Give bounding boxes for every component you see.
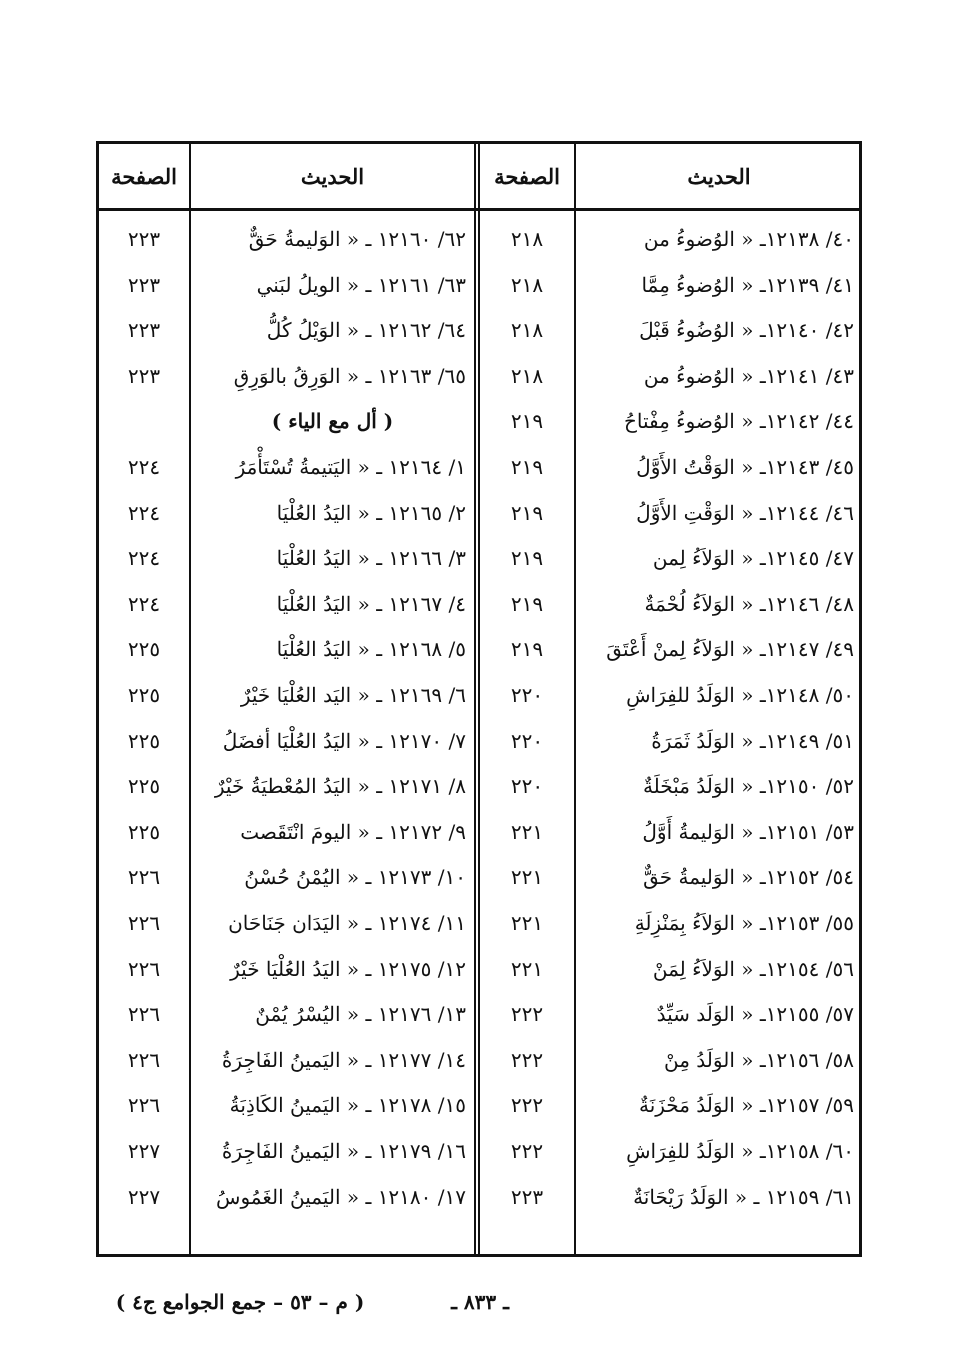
page-number-cell: ٢٢٠ (510, 683, 544, 707)
hadith-entry: ١/ ١٢١٦٤ ـ « اليَتيمةُ تُسْتَأْمَرُ (235, 455, 466, 479)
hadith-entry: ١١/ ١٢١٧٤ ـ « اليَدَان جَنَاحَان (228, 911, 466, 935)
page-number-cell: ٢٢٣ (510, 1184, 544, 1209)
page-number-cell: ٢٢٥ (127, 774, 161, 799)
hadith-entry: ٨/ ١٢١٧١ ـ « اليَدُ المُعْطيَةُ خَيْرٌ (214, 774, 466, 799)
hadith-entry: ١٤/ ١٢١٧٧ ـ « اليَمينُ الفَاجِرَةُ (221, 1047, 466, 1072)
table-row (99, 900, 859, 946)
hadith-entry: ٤٩/ ١٢١٤٧ـ « الوَلاَءُ لِمنْ أَعْتَقَ (606, 637, 854, 662)
table-row (99, 262, 859, 308)
page-number-cell: ٢٢٤ (127, 455, 161, 479)
table-row (99, 626, 859, 672)
hadith-entry: ٥٢/ ١٢١٥٠ـ « الوَلَدُ مَبْخَلَةٌ (642, 774, 854, 799)
header-hadith-right: الحديث (687, 163, 751, 189)
table-row (99, 946, 859, 992)
hadith-entry: ٤٥/ ١٢١٤٣ـ « الوَقْتُ الأَوَّلُ (636, 455, 854, 479)
hadith-entry: ٥١/ ١٢١٤٩ـ « الوَلَدُ ثَمَرَةُ (651, 728, 854, 753)
hadith-entry: ٧/ ١٢١٧٠ ـ « اليَدُ العُلْيَا أفضَلُ (222, 728, 466, 753)
table-row (99, 444, 859, 490)
hadith-entry: ٥٠/ ١٢١٤٨ـ « الوَلَدُ للفِرَاشِ (626, 683, 854, 707)
table-row (99, 991, 859, 1037)
page-number-cell: ٢٢٤ (127, 546, 161, 571)
page-number-cell: ٢٢١ (510, 911, 544, 935)
table-row (99, 581, 859, 627)
table-row (99, 1082, 859, 1128)
page-number-cell: ٢٢١ (510, 865, 544, 890)
hadith-entry: ٣/ ١٢١٦٦ ـ « اليَدُ العُلْيَا (276, 546, 466, 571)
table-row (99, 216, 859, 262)
page-number-cell: ٢١٩ (510, 546, 544, 571)
table-row (99, 672, 859, 718)
hadith-entry: ٤٧/ ١٢١٤٥ـ « الوَلاَءُ لِمن (652, 546, 854, 571)
page-number-cell: ٢١٩ (510, 591, 544, 616)
hadith-entry: ٥٨/ ١٢١٥٦ـ « الوَلَدُ مِنْ (664, 1047, 854, 1072)
page-number-cell: ٢٢٧ (127, 1139, 161, 1163)
hadith-entry: ٦٢/ ١٢١٦٠ ـ « الوَليمةُ حَقٌّ (248, 227, 466, 251)
hadith-entry: ٤٨/ ١٢١٤٦ـ « الوَلاَءُ لُحْمَةٌ (644, 591, 854, 616)
hadith-entry: ٥٩/ ١٢١٥٧ـ « الوَلَدُ مَحْزَنَةٌ (638, 1093, 854, 1118)
hadith-entry: ٥٧/ ١٢١٥٥ـ « الوَلَد سَيِّدٌ (656, 1002, 854, 1027)
hadith-entry: ٥/ ١٢١٦٨ ـ « اليَدُ العُلْيَا (276, 637, 466, 662)
hadith-entry: ٦٥/ ١٢١٦٣ ـ « الوَرِقُ بالوَرِقِ (233, 363, 466, 388)
page-number-cell: ٢١٨ (510, 272, 544, 297)
page-number-cell: ٢٢٢ (510, 1047, 544, 1072)
page-number-cell: ٢٢٥ (127, 683, 161, 707)
hadith-entry: ٤٠/ ١٢١٣٨ـ « الوُضوءُ من (643, 227, 854, 251)
table-row (99, 1174, 859, 1220)
hadith-entry: ٦٣/ ١٢١٦١ ـ « الويلُ لبَني (256, 272, 466, 297)
table-row (99, 809, 859, 855)
table-row (99, 1037, 859, 1083)
page-number-cell: ٢١٩ (510, 455, 544, 479)
table-row (99, 535, 859, 581)
table-row (99, 398, 859, 444)
hadith-entry: ٦٠/ ١٢١٥٨ـ « الوَلَدُ للفِرَاشِ (626, 1139, 854, 1163)
page-number-cell: ٢١٨ (510, 363, 544, 388)
page-number-cell: ٢٢٤ (127, 591, 161, 616)
hadith-entry: ٥٦/ ١٢١٥٤ـ « الوَلاَءُ لِمَنْ (652, 956, 854, 981)
page-number-cell: ٢٢٧ (127, 1184, 161, 1209)
table-row (99, 1128, 859, 1174)
hadith-entry: ٦١/ ١٢١٥٩ ـ « الوَلَدُ رَيْحَانَةٌ (633, 1184, 854, 1209)
hadith-entry: ٤٢/ ١٢١٤٠ـ « الوُضُوءُ قَبْلَ (639, 318, 854, 343)
hadith-entry: ٢/ ١٢١٦٥ ـ « اليَدُ العُلْيَا (276, 500, 466, 525)
page-number-cell: ٢٢١ (510, 956, 544, 981)
page-number-cell: ٢٢٣ (127, 363, 161, 388)
page-number-cell: ٢٢٤ (127, 500, 161, 525)
hadith-entry: ٤٣/ ١٢١٤١ـ « الوُضوءُ من (643, 363, 854, 388)
page-number-cell: ٢٢٣ (127, 318, 161, 343)
hadith-entry: ٤٤/ ١٢١٤٢ـ « الوُضوءُ مِفْتاحُ (623, 409, 854, 434)
hadith-entry: ٦/ ١٢١٦٩ ـ « اليَد العُلْيَا خَيْرٌ (240, 683, 466, 707)
hadith-entry: ٤٦/ ١٢١٤٤ـ « الوَقْتِ الأَوَّلُ (636, 500, 854, 525)
section-heading: ( أل مع الياء ) (271, 409, 394, 434)
page-number: ـ ٨٣٣ ـ (451, 1290, 509, 1314)
table-row (99, 490, 859, 536)
header-rule (99, 208, 859, 211)
page-number-cell: ٢٢٣ (127, 272, 161, 297)
page-number-cell: ٢١٩ (510, 637, 544, 662)
table-row (99, 718, 859, 764)
page-number-cell: ٢٢٢ (510, 1139, 544, 1163)
page-number-cell: ٢١٩ (510, 500, 544, 525)
hadith-entry: ١٧/ ١٢١٨٠ ـ « اليَمينُ الغَمُوسُ (216, 1184, 466, 1209)
page-number-cell: ٢٢٥ (127, 637, 161, 662)
page-number-cell: ٢٢٣ (127, 227, 161, 251)
page-number-cell: ٢٢٠ (510, 774, 544, 799)
page-number-cell: ٢١٨ (510, 227, 544, 251)
page-number-cell: ٢٢٥ (127, 728, 161, 753)
table-row (99, 307, 859, 353)
page-number-cell: ٢١٩ (510, 409, 544, 434)
hadith-entry: ١٣/ ١٢١٧٦ ـ « اليُسْرُ يُمْنٌ (255, 1002, 466, 1027)
hadith-entry: ١٢/ ١٢١٧٥ ـ « اليَدُ العُلْيَا خَيْرٌ (230, 956, 466, 981)
page-number-cell: ٢٢٦ (127, 1047, 161, 1072)
hadith-entry: ١٥/ ١٢١٧٨ ـ « اليَمينُ الكَاذِبَةُ (229, 1093, 466, 1118)
page-number-cell: ٢٢٦ (127, 1002, 161, 1027)
page-number-cell: ٢٢٢ (510, 1002, 544, 1027)
page-number-cell: ٢٢٦ (127, 1093, 161, 1118)
header-page-left: الصفحة (111, 163, 177, 189)
hadith-entry: ٥٤/ ١٢١٥٢ـ « الوَليمةُ حَقٌّ (643, 865, 854, 890)
table-row (99, 854, 859, 900)
page-number-cell: ٢٢٠ (510, 728, 544, 753)
hadith-entry: ١٠/ ١٢١٧٣ ـ « اليُمْنُ حُسْنُ (244, 865, 466, 890)
book-reference: ( م – ٥٣ – جمع الجوامع ج٤ ) (115, 1290, 365, 1314)
hadith-entry: ٦٤/ ١٢١٦٢ ـ « الوَيْلُ كُلُّ (266, 318, 466, 343)
page-number-cell (99, 398, 189, 444)
hadith-entry: ٤/ ١٢١٦٧ ـ « اليَدُ العُلْيَا (276, 591, 466, 616)
header-page-right: الصفحة (494, 163, 560, 189)
hadith-entry: ٥٣/ ١٢١٥١ـ « الوَليمةُ أَوَّلُ (642, 819, 854, 844)
page-number-cell: ٢٢٦ (127, 865, 161, 890)
hadith-entry: ٥٥/ ١٢١٥٣ـ « الوَلاَءُ بِمَنْزِلَةِ (634, 911, 854, 935)
hadith-entry: ٩/ ١٢١٧٢ ـ « اليومَ انْتَقَصت (240, 819, 466, 844)
table-row (99, 763, 859, 809)
header-hadith-left: الحديث (300, 163, 365, 189)
page-number-cell: ٢٢١ (510, 819, 544, 844)
hadith-entry: ٤١/ ١٢١٣٩ـ « الوُضوءُ مِمَّا (641, 272, 854, 297)
table-row (99, 353, 859, 399)
page-number-cell: ٢٢٥ (127, 819, 161, 844)
page-number-cell: ٢١٨ (510, 318, 544, 343)
page-number-cell: ٢٢٦ (127, 911, 161, 935)
page-number-cell: ٢٢٢ (510, 1093, 544, 1118)
page-number-cell: ٢٢٦ (127, 956, 161, 981)
hadith-entry: ١٦/ ١٢١٧٩ ـ « اليَمينُ الفَاجِرَةُ (221, 1139, 466, 1163)
index-table (96, 141, 862, 1257)
